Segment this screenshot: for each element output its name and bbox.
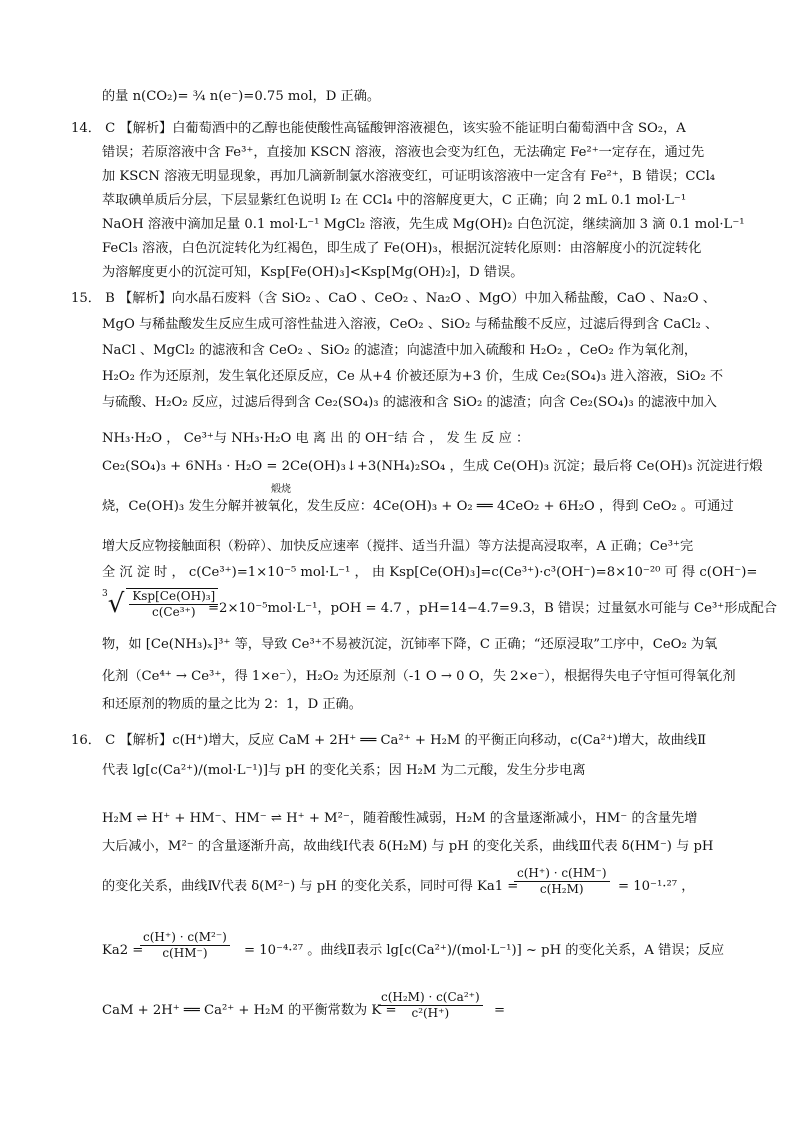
denominator: c(HM⁻): [162, 946, 208, 960]
fraction: [514, 866, 610, 897]
root-sign: √: [107, 589, 125, 619]
text-line: 萃取碘单质后分层，下层显紫红色说明 I₂ 在 CCl₄ 中的溶解度更大，C 正确；向 2 mL 0.1 mol·L⁻¹: [102, 193, 687, 208]
cube-root-expression: [102, 588, 216, 620]
text-line: 增大反应物接触面积（粉碎）、加快反应速率（搅拌、适当升温）等方法提高浸取率，A 正确；Ce³⁺完: [102, 539, 694, 554]
text-line: = 10⁻¹·²⁷ ，: [618, 879, 695, 894]
text-line: 的量 n(CO₂)= ¾ n(e⁻)=0.75 mol，D 正确。: [102, 89, 381, 104]
numerator: c(H₂M) · c(Ca²⁺): [378, 990, 483, 1006]
text-line: 错误；若原溶液中含 Fe³⁺，直接加 KSCN 溶液，溶液也会变为红色，无法确定 Fe²⁺一定存在，通过先: [102, 145, 705, 160]
k-fraction: [376, 990, 496, 1021]
text-line: H₂M ⇌ H⁺ + HM⁻、HM⁻ ⇌ H⁺ + M²⁻，随着酸性减弱，H₂M 的含量逐渐减小，HM⁻ 的含量先增: [102, 811, 698, 826]
text-line: 14． C 【解析】白葡萄酒中的乙醇也能使酸性高锰酸钾溶液褪色，该实验不能证明白葡萄酒中含 SO₂，A: [71, 121, 686, 136]
text-line: 化剂（Ce⁴⁺ → Ce³⁺，得 1×e⁻），H₂O₂ 为还原剂（-1 O → 0 O，失 2×e⁻），根据得失电子守恒可得氧化剂: [102, 669, 736, 684]
ka1-fraction: [512, 866, 612, 897]
text-line: 16． C 【解析】c(H⁺)增大，反应 CaM + 2H⁺ ══ Ca²⁺ + H₂M 的平衡正向移动，c(Ca²⁺)增大，故曲线Ⅱ: [71, 733, 707, 748]
text-line: NH₃·H₂O ， Ce³⁺与 NH₃·H₂O 电 离 出 的 OH⁻结 合 ， 发 生 反 应 ：: [102, 431, 530, 446]
text-line: 加 KSCN 溶液无明显现象，再加几滴新制氯水溶液变红，可证明该溶液中一定含有 Fe²⁺，B 错误；CCl₄: [102, 169, 716, 184]
text-line: Ce₂(SO₄)₃ + 6NH₃ · H₂O = 2Ce(OH)₃↓+3(NH₄)₂SO₄ ，生成 Ce(OH)₃ 沉淀；最后将 Ce(OH)₃ 沉淀进行煅: [102, 459, 763, 474]
fraction: [140, 930, 230, 961]
text-line: FeCl₃ 溶液，白色沉淀转化为红褐色，即生成了 Fe(OH)₃，根据沉淀转化原则：由溶解度小的沉淀转化: [102, 241, 702, 256]
fraction: [378, 990, 483, 1021]
root-denominator: c(Ce³⁺): [152, 605, 196, 619]
numerator: c(H⁺) · c(M²⁻): [140, 930, 230, 946]
text-line: 为溶解度更小的沉淀可知，Ksp[Fe(OH)₃]<Ksp[Mg(OH)₂]，D 错误。: [102, 265, 524, 280]
text-line: 与硫酸、H₂O₂ 反应，过滤后得到含 Ce₂(SO₄)₃ 的滤液和含 SiO₂ 的滤渣；向含 Ce₂(SO₄)₃ 的滤液中加入: [102, 395, 717, 410]
text-line: 全 沉 淀 时 ， c(Ce³⁺)=1×10⁻⁵ mol·L⁻¹ ， 由 Ksp[Ce(OH)₃]=c(Ce³⁺)·c³(OH⁻)=8×10⁻²⁰ 可 得 c(OH⁻)=: [102, 565, 758, 580]
reaction-condition: 煅烧: [271, 484, 291, 495]
text-line: 物，如 [Ce(NH₃)ₓ]³⁺ 等，导致 Ce³⁺不易被沉淀，沉铈率下降，C 正确；“还原浸取”工序中，CeO₂ 为氧: [102, 637, 718, 652]
ka2-fraction: [138, 930, 238, 961]
text-line: H₂O₂ 作为还原剂，发生氧化还原反应，Ce 从+4 价被还原为+3 价，生成 Ce₂(SO₄)₃ 进入溶液，SiO₂ 不: [102, 369, 724, 384]
text-line: Ka2 =: [102, 943, 144, 958]
text-line: NaOH 溶液中滴加足量 0.1 mol·L⁻¹ MgCl₂ 溶液，先生成 Mg(OH)₂ 白色沉淀，继续滴加 3 滴 0.1 mol·L⁻¹: [102, 217, 745, 232]
root-index: 3: [102, 589, 108, 600]
text-line: 大后减小，M²⁻ 的含量逐渐升高，故曲线Ⅰ代表 δ(H₂M) 与 pH 的变化关系，曲线Ⅲ代表 δ(HM⁻) 与 pH: [102, 839, 714, 854]
numerator: c(H⁺) · c(HM⁻): [514, 866, 610, 882]
denominator: c²(H⁺): [411, 1006, 450, 1020]
text-line: 代表 lg[c(Ca²⁺)/(mol·L⁻¹)]与 pH 的变化关系；因 H₂M 为二元酸，发生分步电离: [102, 763, 586, 778]
text-line: CaM + 2H⁺ ══ Ca²⁺ + H₂M 的平衡常数为 K =: [102, 1003, 397, 1018]
root-fraction: [126, 588, 218, 620]
denominator: c(H₂M): [539, 882, 584, 896]
text-line: 的变化关系，曲线Ⅳ代表 δ(M²⁻) 与 pH 的变化关系，同时可得 Ka1 =: [102, 879, 519, 894]
text-line: 15． B 【解析】向水晶石废料（含 SiO₂ 、CaO 、CeO₂ 、Na₂O 、MgO）中加入稀盐酸，CaO 、Na₂O 、: [71, 291, 716, 306]
text-line: = 10⁻⁴·²⁷ 。曲线Ⅱ表示 lg[c(Ca²⁺)/(mol·L⁻¹)] ~ pH 的变化关系，A 错误；反应: [244, 943, 725, 958]
text-line: 和还原剂的物质的量之比为 2：1，D 正确。: [102, 697, 362, 712]
text-line: =2×10⁻⁵mol·L⁻¹，pOH = 4.7 ，pH=14−4.7=9.3，B 错误；过量氨水可能与 Ce³⁺形成配合: [208, 601, 777, 616]
text-line: NaCl 、MgCl₂ 的滤液和含 CeO₂ 、SiO₂ 的滤渣；向滤渣中加入硫酸和 H₂O₂ ，CeO₂ 作为氧化剂，: [102, 343, 698, 358]
text-line: 烧，Ce(OH)₃ 发生分解并被氧化，发生反应：4Ce(OH)₃ + O₂ ══ 4CeO₂ + 6H₂O ，得到 CeO₂ 。可通过: [102, 499, 734, 514]
text-line: MgO 与稀盐酸发生反应生成可溶性盐进入溶液，CeO₂ 、SiO₂ 与稀盐酸不反应，过滤后得到含 CaCl₂ 、: [102, 317, 719, 332]
root-numerator: Ksp[Ce(OH)₃]: [129, 589, 218, 605]
text-line: =: [494, 1003, 506, 1018]
